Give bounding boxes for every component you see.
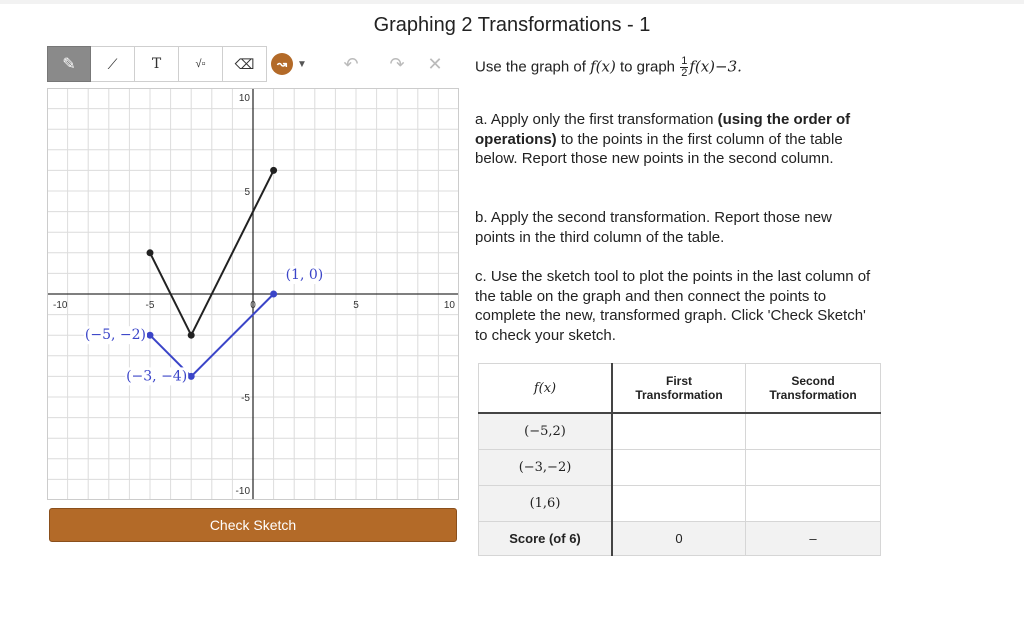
fx-point: (−5,2): [479, 413, 613, 450]
second-transformation-input[interactable]: [746, 413, 881, 450]
prompt-fx: f(x): [590, 57, 616, 76]
problem-prompt: [475, 56, 742, 79]
coordinate-graph[interactable]: [47, 88, 459, 500]
points-table: [478, 363, 881, 556]
undo-icon: ↶: [343, 53, 359, 74]
score-second: –: [746, 522, 881, 556]
point-label: (1, 0): [285, 267, 324, 283]
color-picker-button[interactable]: [265, 46, 313, 82]
text-icon: T: [151, 56, 162, 72]
instruction-b: b. Apply the second transformation. Report those new points in the third column of the table.: [475, 209, 832, 246]
color-swatch-icon: ↝: [271, 53, 293, 75]
top-border: [0, 0, 1024, 4]
header-first-line2: Transformation: [635, 388, 723, 402]
original-point: [147, 249, 154, 256]
fraction: [680, 56, 688, 79]
header-first-transformation: [612, 364, 746, 414]
line-icon: ⟋: [107, 55, 118, 72]
original-point: [188, 332, 195, 339]
transformed-point[interactable]: [147, 332, 154, 339]
page-title: Graphing 2 Transformations - 1: [373, 14, 651, 36]
eraser-icon: ⌫: [234, 55, 255, 72]
clear-button[interactable]: [415, 46, 455, 82]
chevron-down-icon: ▼: [297, 58, 307, 70]
first-transformation-input[interactable]: [612, 450, 746, 486]
transformed-point[interactable]: [188, 373, 195, 380]
pencil-icon: ✎: [62, 56, 76, 73]
pencil-tool-button[interactable]: [47, 46, 91, 82]
second-transformation-input[interactable]: [746, 450, 881, 486]
instruction-c: c. Use the sketch tool to plot the points in the last column of the table on the graph and then connect the points to complete the new, transformed graph. Click 'Check Sketch' to check your sketch.: [475, 268, 871, 344]
table-row: [479, 450, 881, 486]
header-second-transformation: [746, 364, 881, 414]
square-root-icon: √▫: [195, 58, 206, 70]
point-label: (−3, −4): [126, 368, 188, 385]
redo-button[interactable]: [377, 46, 417, 82]
header-fx: f(x): [479, 364, 613, 414]
transformed-point[interactable]: [270, 291, 277, 298]
prompt-lead: Use the graph of: [475, 58, 586, 76]
point-label: (−5, −2): [84, 327, 146, 344]
x-tick-label: 10: [443, 300, 455, 311]
fx-point: (−3,−2): [479, 450, 613, 486]
x-tick-label: 0: [250, 300, 256, 311]
line-tool-button[interactable]: [91, 46, 135, 82]
instruction-a-rest: to the points in the first column of the table below. Report those new points in the second column.: [475, 130, 843, 167]
y-tick-label: 10: [238, 93, 250, 104]
redo-icon: ↷: [389, 53, 405, 74]
fraction-numerator: 1: [681, 55, 688, 67]
close-icon: ✕: [427, 53, 443, 74]
score-first: 0: [612, 522, 746, 556]
x-tick-label: -10: [53, 300, 68, 311]
header-first-line1: First: [665, 374, 692, 388]
second-transformation-input[interactable]: [746, 486, 881, 522]
y-tick-label: -10: [235, 486, 250, 497]
table-row: [479, 413, 881, 450]
original-point: [270, 167, 277, 174]
eraser-tool-button[interactable]: [223, 46, 267, 82]
first-transformation-input[interactable]: [612, 486, 746, 522]
table-row: [479, 486, 881, 522]
x-tick-label: 5: [353, 300, 359, 311]
instruction-a-bold: (using the order of operations): [475, 111, 851, 148]
math-tool-button[interactable]: [179, 46, 223, 82]
prompt-target: f(x)−3.: [689, 57, 742, 76]
y-tick-label: 5: [244, 187, 250, 198]
first-transformation-input[interactable]: [612, 413, 746, 450]
fraction-denominator: 2: [681, 67, 688, 79]
score-row: [479, 522, 881, 556]
header-second-line2: Transformation: [769, 388, 857, 402]
x-tick-label: -5: [145, 300, 155, 311]
header-second-line1: Second: [791, 374, 835, 388]
y-tick-label: -5: [241, 393, 250, 404]
undo-button[interactable]: [331, 46, 371, 82]
instruction-a: [475, 110, 875, 169]
check-sketch-button[interactable]: Check Sketch: [49, 508, 457, 542]
fx-point: (1,6): [479, 486, 613, 522]
instruction-a-text: a. Apply only the first transformation: [475, 111, 718, 128]
score-label: Score (of 6): [479, 522, 613, 556]
prompt-mid: to graph: [619, 58, 676, 76]
text-tool-button[interactable]: [135, 46, 179, 82]
